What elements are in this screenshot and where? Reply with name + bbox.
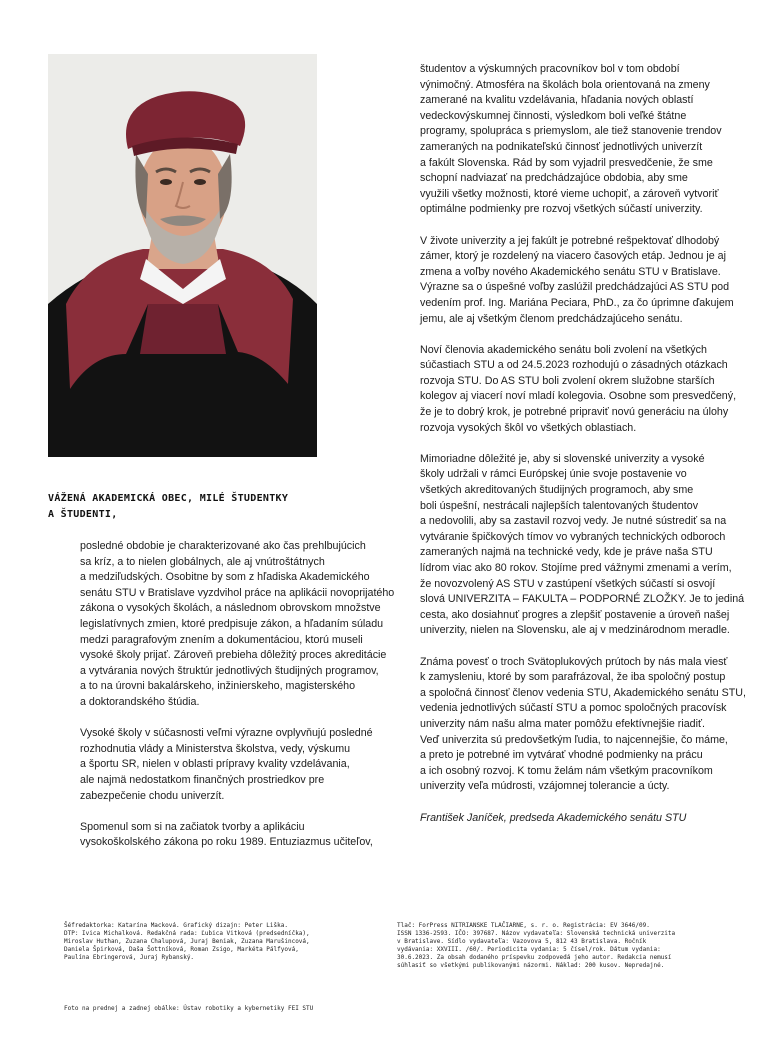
text-line: kolegov aj viacerí noví mladí kolegovia. Osobne som presvedčený, (420, 390, 737, 403)
text-line: boli úspešní, nestrácali najlepších talentovaných študentov (420, 499, 699, 512)
imprint-line: Paulína Ebringerová, Juraj Rybanský. (64, 954, 195, 961)
text-line: zamerané na kvalitu vzdelávania, hľadania nových oblastí (420, 94, 694, 107)
paragraph (420, 343, 737, 437)
paragraph (80, 539, 395, 711)
imprint-publisher (397, 922, 727, 970)
text-line: legislatívnych zmien, ktoré predpisuje zákon, a hľadaním súladu (80, 617, 384, 630)
text-line: Spomenul som si na začiatok tvorby a aplikáciu (80, 820, 305, 833)
text-line: V živote univerzity a jej fakúlt je potrebné rešpektovať dlhodobý (420, 234, 720, 247)
imprint-editorial (64, 922, 364, 962)
portrait-photo (48, 54, 317, 457)
text-line: rozvoja STU. Do AS STU boli zvolení okrem služobne starších (420, 374, 715, 387)
text-line: univerzity veľa múdrosti, vzájomnej tolerancie a úcty. (420, 780, 670, 793)
imprint-line: DTP: Ivica Michalková. Redakčná rada: Ľubica Vitková (predsedníčka), (64, 930, 310, 937)
text-line: využili všetky možnosti, ktoré vieme uchopiť, a zároveň vytvoriť (420, 187, 719, 200)
text-line: programy, spolupráca s priemyslom, ale tiež stanovenie trendov (420, 125, 722, 138)
text-line: a vytvárania nových štruktúr jednotlivých študijných programov, (80, 664, 379, 677)
portrait-illustration (48, 54, 317, 457)
text-line: Noví členovia akademického senátu boli zvolení na všetkých (420, 343, 707, 356)
paragraph (420, 655, 746, 795)
text-line: vytváranie špičkových tímov vo vybraných technických odboroch (420, 530, 726, 543)
text-line: sa kríz, a to nielen globálnych, ale aj vnútroštátnych (80, 555, 325, 568)
text-line: Známa povesť o troch Svätoplukových prútoch by nás mala viesť (420, 655, 728, 668)
text-line: lídrom viac ako 80 rokov. Stojíme pred vážnymi zmenami a verím, (420, 562, 732, 574)
signature: František Janíček, predseda Akademického senátu STU (420, 811, 687, 824)
paragraph (420, 62, 730, 218)
text-line: univerzity, nielen na Slovensku, ale aj v medzinárodnom meradle. (420, 624, 730, 637)
text-line: zabezpečenie chodu univerzít. (80, 789, 225, 802)
text-line: a preto je potrebné im vytvárať vhodné podmienky na prácu (420, 749, 703, 762)
imprint-line: Daniela Špirková, Daša Šottníková, Roman Zsigo, Markéta Pálfyová, (64, 946, 299, 953)
salutation-line: A ŠTUDENTI, (48, 509, 118, 520)
imprint-line: vydávania: XXVIII. /60/. Periodicita vydania: 5 čísel/rok. Dátum vydania: (397, 946, 661, 953)
text-line: všetkých akreditovaných študijných programoch, aby sme (420, 484, 694, 497)
salutation-line: VÁŽENÁ AKADEMICKÁ OBEC, MILÉ ŠTUDENTKY (48, 493, 289, 504)
left-text-column (80, 539, 395, 866)
text-line: vedenia jednotlivých súčastí STU a pomoc spoločných pracovísk (420, 702, 727, 715)
photo-credit: Foto na prednej a zadnej obálke: Ústav robotiky a kybernetiky FEI STU (64, 1005, 314, 1012)
text-line: a nedovolili, aby sa zastavil rozvoj vedy. Je nutné sústrediť sa na (420, 515, 727, 528)
text-line: Výrazne sa o úspešné voľby zaslúžil predchádzajúci AS STU pod (420, 281, 730, 294)
text-line: že novozvolený AS STU v zastúpení všetkých súčastí si osvojí (420, 577, 716, 590)
text-line: vysokoškolského zákona po roku 1989. Entuziazmus učiteľov, (80, 836, 373, 849)
text-line: optimálne podmienky pre rozvoj všetkých súčastí univerzity. (420, 203, 703, 216)
right-text-column (420, 62, 746, 826)
imprint-line: v Bratislave. Sídlo vydavateľa: Vazovova 5, 812 43 Bratislava. Ročník (397, 938, 647, 945)
text-line: vysoké školy prijať. Zároveň prebieha dôležitý proces akreditácie (80, 649, 387, 662)
text-line: a športu SR, nielen v oblasti prípravy kvality vzdelávania, (80, 758, 350, 771)
text-line: zameraných na podnikateľskú činnosť jednotlivých univerzít (420, 140, 703, 153)
text-line: vedeckovýskumnej činnosti, výsledkom boli veľké štátne (420, 109, 687, 122)
text-line: že je to dobrý krok, je potrebné pripraviť novú generáciu na úlohy (420, 406, 729, 419)
text-line: medzi paragrafovým znením a dokumentáciou, ktorú museli (80, 633, 363, 646)
text-line: zámer, ktorý je rozdelený na viacero časových etáp. Jednou je aj (420, 250, 726, 263)
text-line: univerzity nám našu alma mater pomôžu efektívnejšie riadiť. (420, 717, 705, 730)
text-line: senátu STU v Bratislave vyzdvihol práce na aplikácii novoprijatého (80, 586, 395, 599)
text-line: Veď univerzita sú predovšetkým ľudia, to najcennejšie, čo máme, (420, 733, 728, 746)
text-line: a fakúlt Slovenska. Rád by som vyjadril presvedčenie, že sme (420, 156, 713, 169)
text-line: a to na úrovni bakalárskeho, inžinierskeho, magisterského (80, 680, 356, 693)
text-line: schopní nadviazať na predchádzajúce obdobia, aby sme (420, 172, 688, 185)
imprint-line: 30.6.2023. Za obsah dodaného príspevku zodpovedá jeho autor. Redakcia nemusí (397, 954, 672, 961)
salutation-heading (48, 491, 348, 523)
text-line: cesta, ako dosiahnuť progres a zlepšiť postavenie a úroveň našej (420, 608, 730, 621)
text-line: a spoločná činnosť členov vedenia STU, Akademického senátu STU, (420, 686, 746, 699)
imprint-line: ISSN 1336-2593. IČO: 397687. Názov vydavateľa: Slovenská technická univerzita (397, 930, 676, 937)
text-line: a medziľudských. Osobitne by som z hľadiska Akademického (80, 571, 370, 584)
text-line: jemu, ale aj všetkým členom predchádzajúceho senátu. (420, 312, 683, 325)
text-line: a ich osobný rozvoj. K tomu želám nám všetkým pracovníkom (420, 764, 713, 777)
text-line: Mimoriadne dôležité je, aby si slovenské univerzity a vysoké (420, 452, 705, 465)
paragraph (420, 234, 734, 328)
text-line: k zamysleniu, ktoré by som parafrázoval, že iba spoločný postup (420, 671, 726, 684)
paragraph (420, 452, 745, 639)
paragraph (80, 726, 380, 804)
text-line: zmena a voľby nového Akademického senátu STU v Bratislave. (420, 265, 721, 278)
text-line: zameraných najmä na technické vedy, kde je práve naša STU (420, 546, 713, 559)
text-line: vedením prof. Ing. Mariána Peciara, PhD., za čo úprimne ďakujem (420, 296, 734, 309)
text-line: výnimočný. Atmosféra na školách bola orientovaná na zmeny (420, 78, 710, 91)
text-line: súčastiach STU a od 24.5.2023 rozhodujú o zásadných otázkach (420, 359, 728, 372)
text-line: zákona o vysokých školách, a následnom obrovskom množstve (80, 602, 381, 615)
text-line: študentov a výskumných pracovníkov bol v tom období (420, 63, 680, 75)
imprint-line: Miroslav Huthan, Zuzana Chalupová, Juraj Beniak, Zuzana Marušincová, (64, 938, 310, 945)
text-line: školy udržali v rámci Európskej únie svoje postavenie vo (420, 468, 687, 481)
text-line: a doktorandského štúdia. (80, 695, 200, 708)
text-line: rozhodnutia vlády a Ministerstva školstva, vedy, výskumu (80, 742, 351, 755)
paragraph (80, 820, 380, 851)
text-line: Vysoké školy v súčasnosti veľmi výrazne ovplyvňujú posledné (80, 727, 373, 740)
text-line: ale najmä nedostatkom finančných prostriedkov pre (80, 773, 325, 786)
text-line: slová UNIVERZITA – FAKULTA – PODPORNÉ ZLOŽKY. Je to jediná (420, 593, 745, 606)
text-line: rozvoja vysokých škôl vo všetkých oblastiach. (420, 421, 637, 434)
imprint-line: Tlač: ForPress NITRIANSKE TLAČIARNE, s. r. o. Registrácia: EV 3646/09. (397, 922, 650, 929)
imprint-line: súhlasiť so všetkými publikovanými názormi. Náklad: 200 kusov. Nepredajné. (397, 962, 665, 969)
imprint-line: Šéfredaktorka: Katarína Macková. Grafický dizajn: Peter Liška. (64, 922, 288, 929)
text-line: posledné obdobie je charakterizované ako čas prehlbujúcich (80, 540, 366, 552)
